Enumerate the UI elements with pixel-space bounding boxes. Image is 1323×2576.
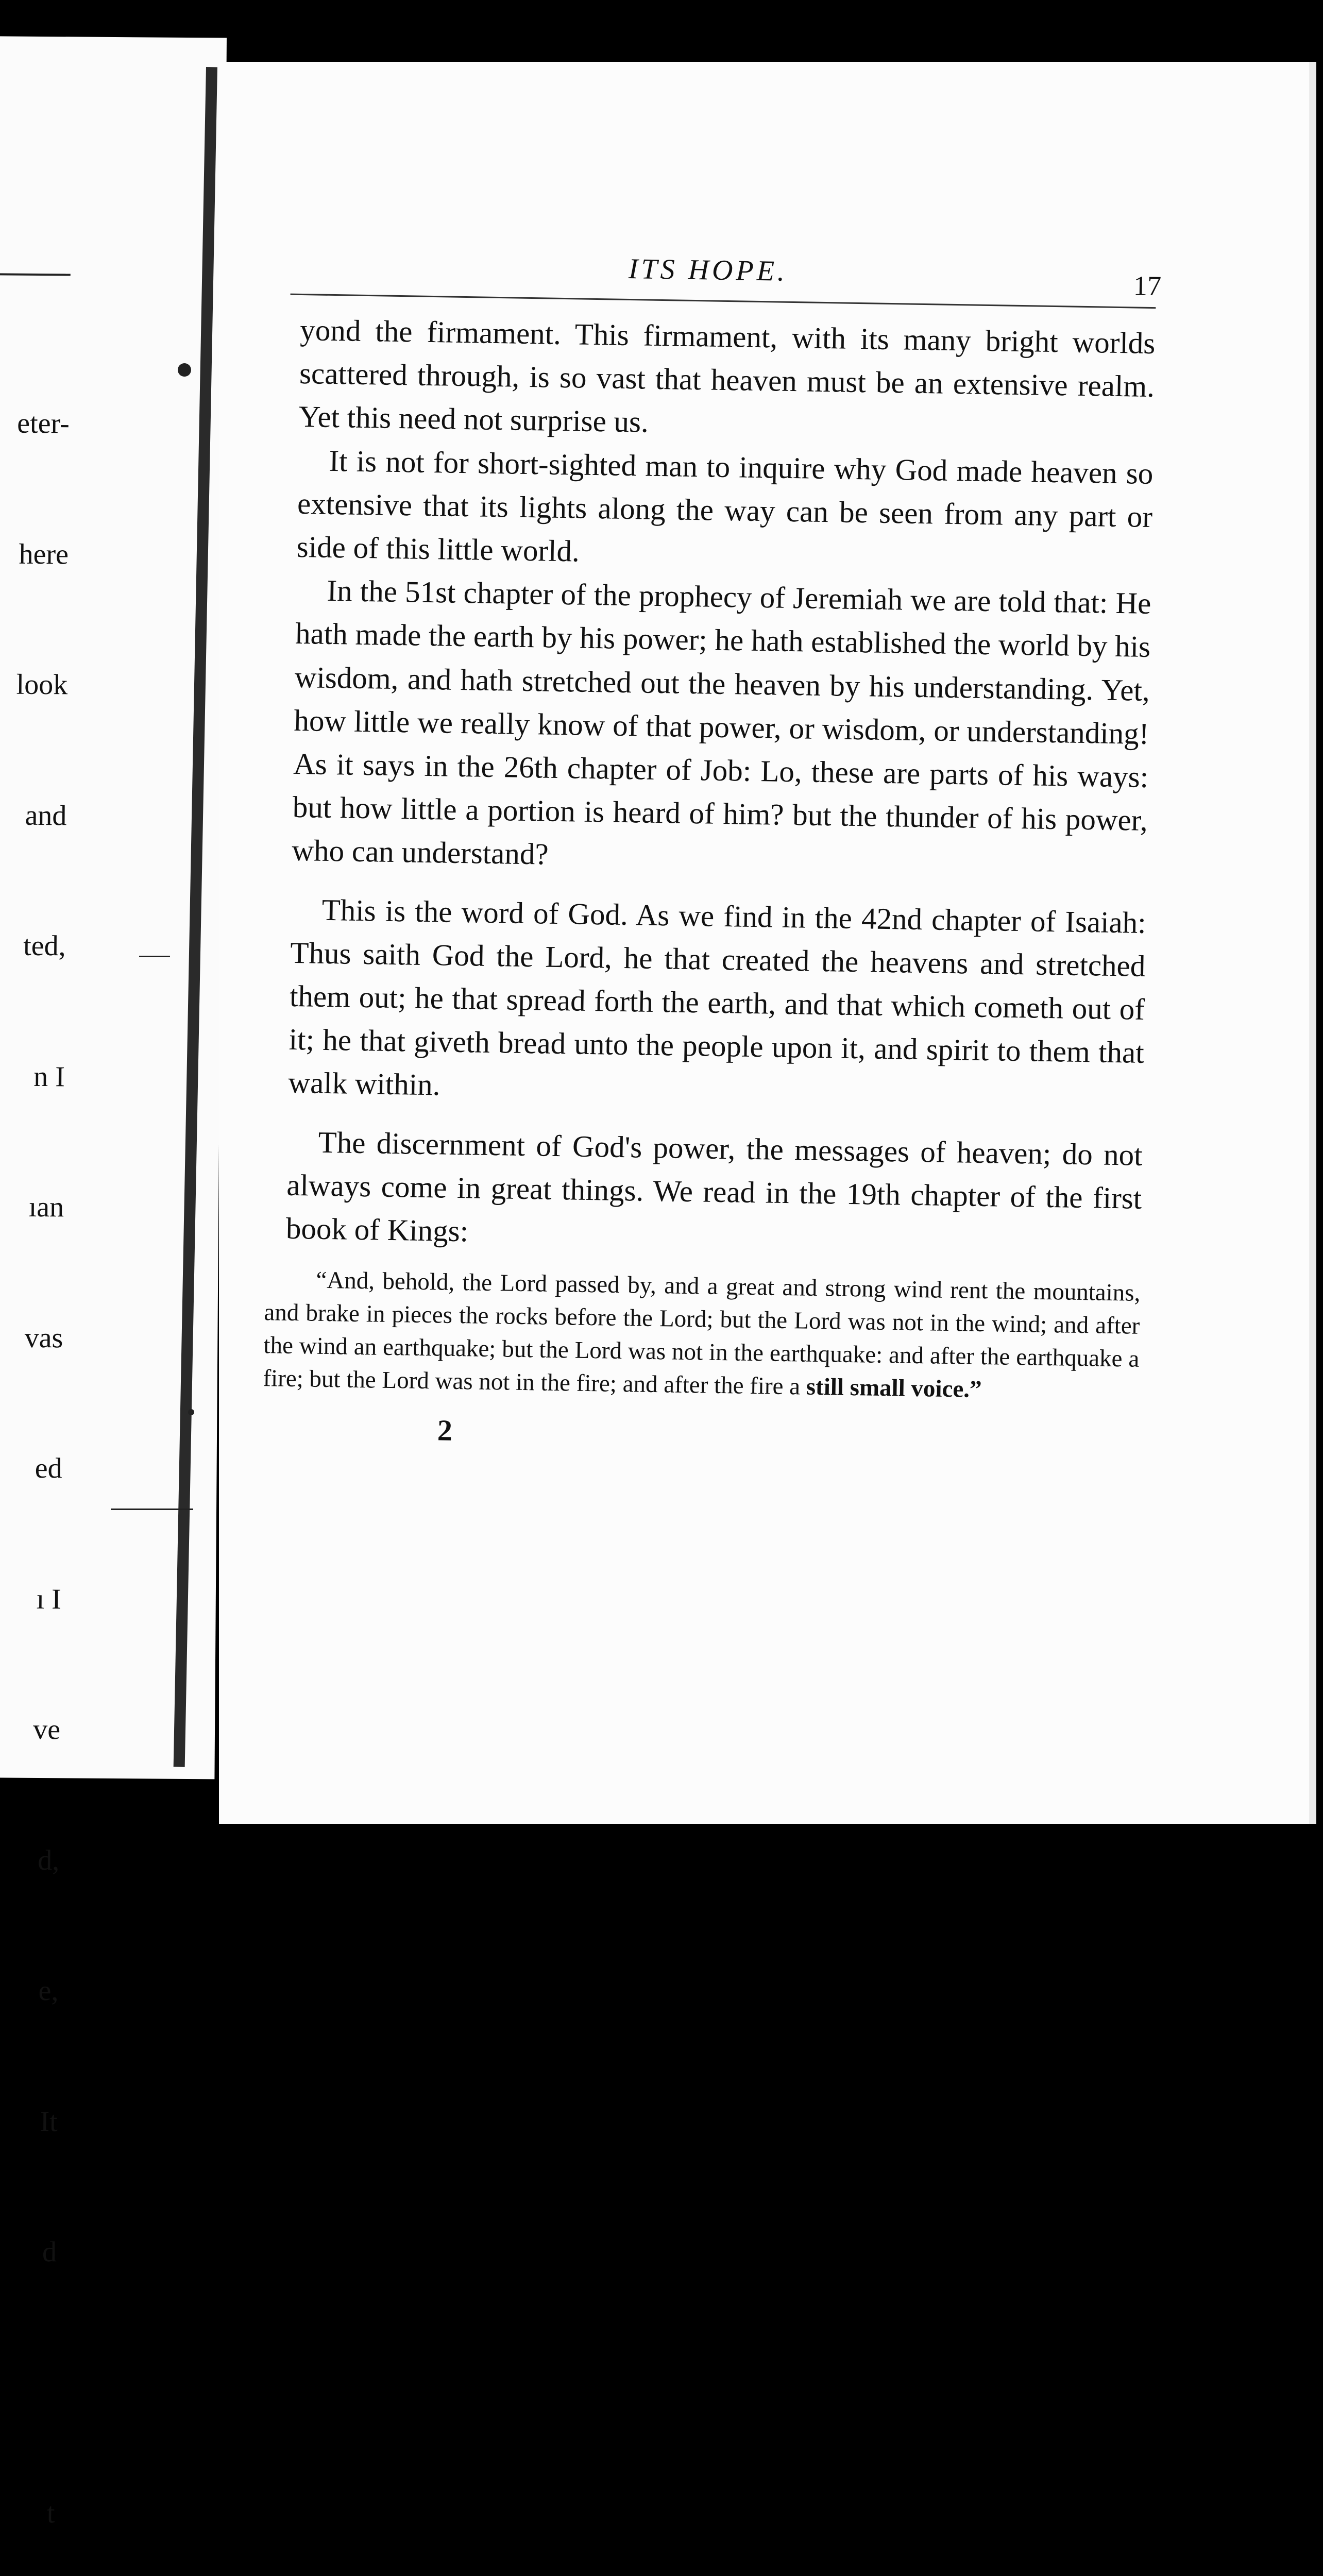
left-fragment: ı I — [36, 1583, 62, 1615]
left-fragment: and — [25, 799, 67, 832]
left-fragment: ve — [32, 1713, 61, 1746]
quote-bold-end: still small voice.” — [806, 1373, 982, 1403]
page-content — [263, 247, 1162, 1459]
margin-tick — [111, 1509, 193, 1510]
running-head: ITS HOPE. — [628, 252, 788, 287]
left-page-text-fragments — [0, 314, 70, 2576]
page-number: 17 — [1133, 270, 1162, 302]
left-fragment: look — [16, 668, 68, 701]
block-quote — [263, 1263, 1141, 1409]
signature-mark: 2 — [437, 1413, 453, 1448]
left-fragment: here — [19, 538, 69, 570]
paragraph: It is not for short-sighted man to inquire why God made heaven so extensive that its lights along the way can be seen from any part or side of this little world. — [296, 443, 1154, 568]
left-fragment: t — [46, 2497, 55, 2530]
left-fragment: eter- — [17, 407, 70, 440]
margin-dot — [188, 1409, 194, 1415]
quote-text — [263, 1263, 1141, 1409]
binding-hole — [178, 363, 191, 377]
left-page-rule — [0, 273, 71, 276]
header-rule — [291, 294, 1156, 309]
paragraph: The discernment of God's power, the messages of heaven; do not always come in great things. We read in the 19th chapter of the first book of Kings: — [285, 1125, 1143, 1248]
paragraph: This is the word of God. As we find in the 42nd chapter of Isaiah: Thus saith God the Lord, he that created the heavens and stretched them out; he that spread forth the earth, and that which cometh out of it; he that giveth bread unto the people upon it, and spirit to them that walk within. — [288, 892, 1147, 1102]
left-fragment: d — [42, 2236, 57, 2268]
body-text — [285, 308, 1156, 1263]
left-fragment: e, — [38, 1975, 59, 2007]
left-fragment — [0, 2361, 56, 2404]
right-page — [219, 62, 1316, 1824]
left-fragment: ed — [35, 1452, 62, 1485]
quote-body: “And, behold, the Lord passed by, and a great and strong wind rent the mountains, and brake in pieces the rocks before the Lord; but the Lord was not in the wind; and after the wind an earthquake; but the Lord was not in the earthquake: and after the earthquake a fire; but the Lord was not in the fire; and after the fire a — [263, 1266, 1141, 1400]
margin-tick — [139, 956, 170, 957]
left-fragment: ted, — [23, 929, 66, 962]
left-fragment: ıan — [28, 1191, 64, 1224]
left-fragment: n I — [33, 1060, 65, 1093]
left-fragment: d, — [38, 1844, 60, 1876]
paragraph: yond the firmament. This firmament, with its many bright worlds scattered through, is so vast that heaven must be an extensive realm. Yet this need not surprise us. — [298, 312, 1156, 439]
paragraph: In the 51st chapter of the prophecy of Jeremiah we are told that: He hath made the earth by his power; he hath established the world by his wisdom, and hath stretched out the heaven by his understanding. Yet, how little we really know of that power, or wisdom, or understanding! As it says in the 26th chapter of Job: Lo, these are parts of his ways: but how little a portion is heard of him? but the thunder of his power, who can understand? — [292, 573, 1151, 872]
left-fragment: It — [40, 2105, 58, 2138]
left-fragment: vas — [24, 1321, 63, 1354]
page-header — [301, 247, 1162, 307]
